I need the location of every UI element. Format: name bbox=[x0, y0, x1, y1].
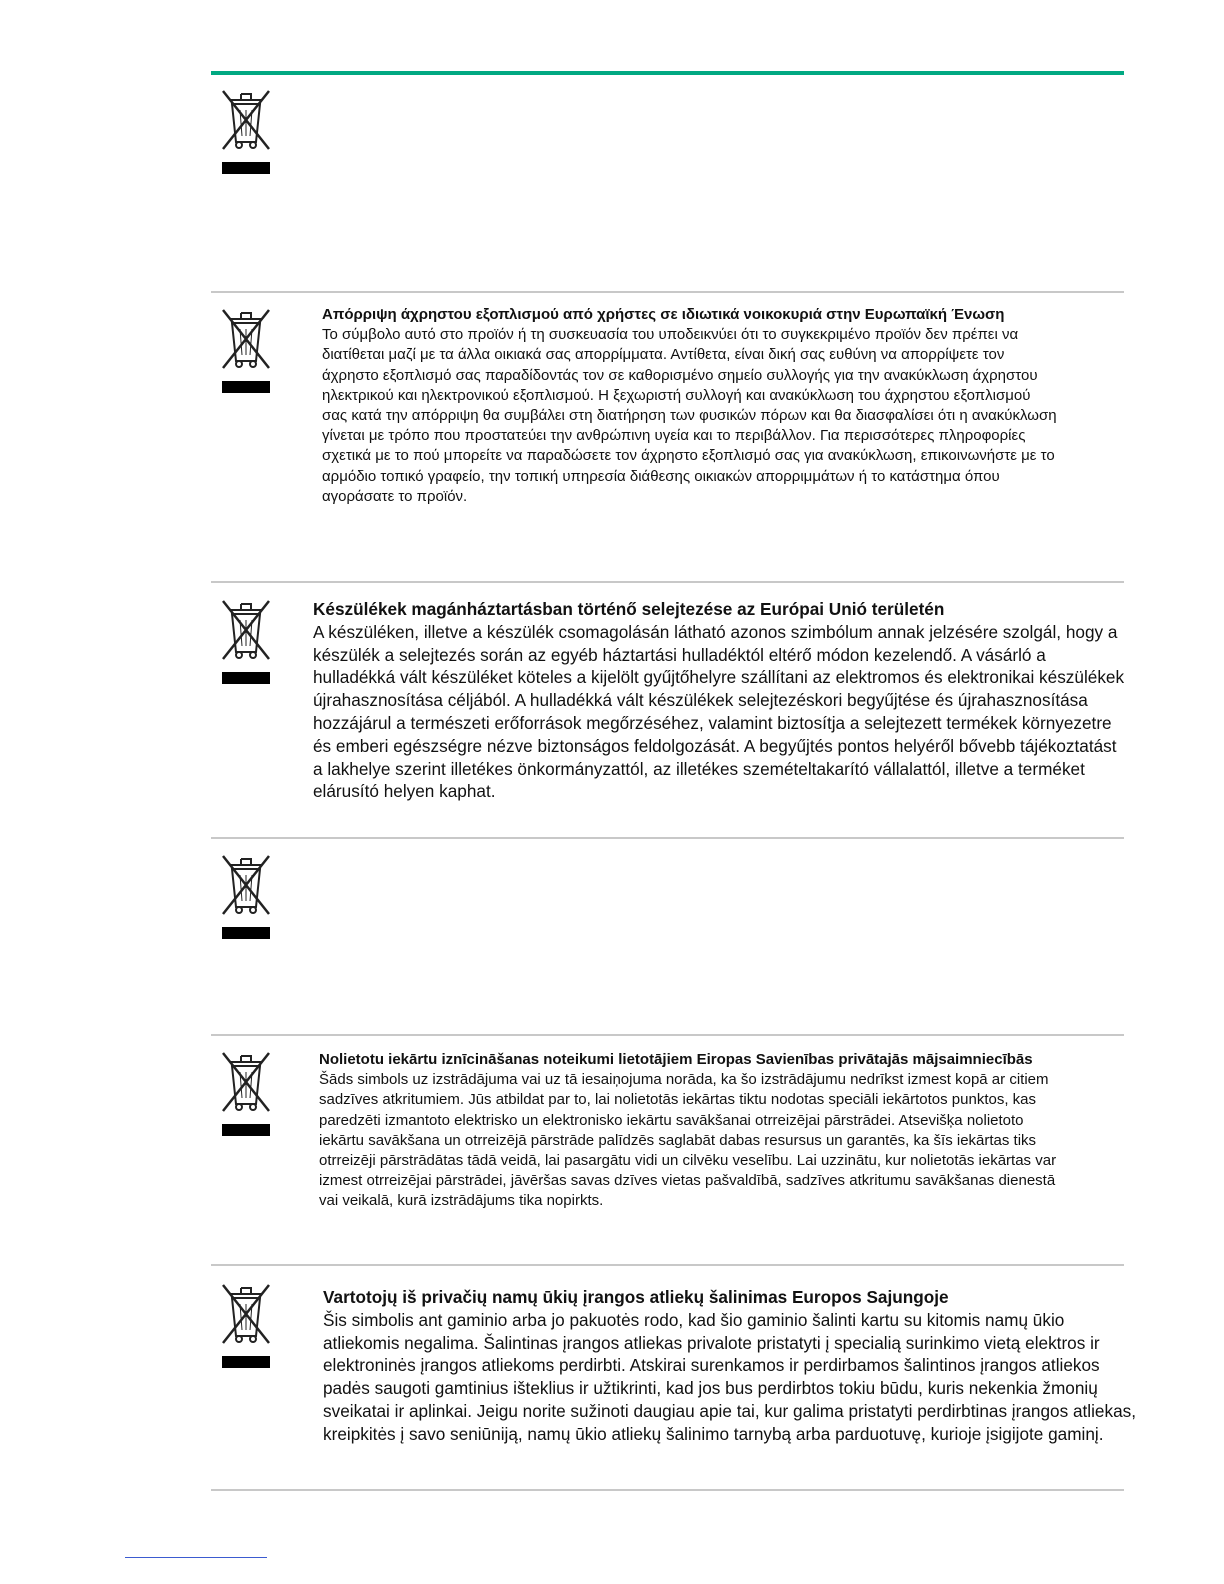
section-body: Šāds simbols uz izstrādājuma vai uz tā iesaiņojuma norāda, ka šo izstrādājumu nedrīkst izmest kopā ar citiem sadzīves atkritumiem. Jūs atbildat par to, lai nolietotās iekārtas tiktu nodotas speciāli iekārtotos punktos, kas paredzēti izmantoto elektrisko un elektronisko iekārtu savākšanai otrreizējai pārstrādei. Atsevišķa nolietoto iekārtu savākšana un otrreizējā pārstrāde palīdzēs saglabāt dabas resursus un garantēs, ka šīs iekārtas tiks otrreizēji pārstrādātas tādā veidā, lai pasargātu vidi un cilvēku veselību. Lai uzzinātu, kur nolietotās iekārtas var izmest otrreizējai pārstrādei, jāvēršas savas dzīves vietas pašvaldībā, sadzīves atkritumu savākšanas dienestā vai veikalā, kurā izstrādājums tika nopirkts. bbox=[319, 1071, 1057, 1210]
crossed-bin-icon bbox=[220, 853, 272, 917]
crossed-bin-icon bbox=[220, 88, 272, 152]
section-body: Το σύμβολο αυτό στο προϊόν ή τη συσκευασία του υποδεικνύει ότι το συγκεκριμένο προϊόν δεν πρέπει να διατίθεται μαζί με τα άλλα οικιακά σας απορρίμματα. Αντίθετα, είναι δική σας ευθύνη να απορρίψετε τον άχρηστο εξοπλισμό σας παραδίδοντάς τον σε καθορισμένο σημείο συλλογής για την ανακύκλωση άχρηστου ηλεκτρικού και ηλεκτρονικού εξοπλισμού. Η ξεχωριστή συλλογή και ανακύκλωση του άχρηστου εξοπλισμού σας κατά την απόρριψη θα συμβάλει στη διατήρηση των φυσικών πόρων και θα διασφαλίσει ότι η ανακύκλωση γίνεται με τρόπο που προστατεύει την ανθρώπινη υγεία και το περιβάλλον. Για περισσότερες πληροφορίες σχετικά με το πού μπορείτε να παραδώσετε τον άχρηστο εξοπλισμό σας για ανακύκλωση, επικοινωνήστε με το αρμόδιο τοπικό γραφείο, την τοπική υπηρεσία διάθεσης οικιακών απορριμμάτων ή το κατάστημα όπου αγοράσατε το προϊόν. bbox=[322, 326, 1057, 505]
disposal-notice-el bbox=[322, 305, 1057, 507]
weee-symbol bbox=[220, 1282, 272, 1368]
footer-link-underline[interactable] bbox=[125, 1557, 267, 1558]
section-heading: Készülékek magánháztartásban történő selejtezése az Európai Unió területén bbox=[313, 599, 945, 619]
crossed-bin-icon bbox=[220, 1282, 272, 1346]
weee-symbol bbox=[220, 598, 272, 684]
section-divider bbox=[211, 837, 1124, 839]
section-body: Šis simbolis ant gaminio arba jo pakuotės rodo, kad šio gaminio šalinti kartu su kitomis namų ūkio atliekomis negalima. Šalintinas įrangos atliekas privalote pristatyti į specialią surinkimo vietą elektros ir elektroninės įrangos atliekoms perdirbti. Atskirai surenkamos ir perdirbamos šalintinos įrangos atliekos padės saugoti gamtinius išteklius ir užtikrinti, kad jos bus perdirbtos tokiu būdu, kuris nekenkia žmonių sveikatai ir aplinkai. Jeigu norite sužinoti daugiau apie tai, kur galima pristatyti perdirbtinas įrangos atliekas, kreipkitės į savo seniūniją, namų ūkio atliekų šalinimo tarnybą arba parduotuvę, kurioje įsigijote gaminį. bbox=[323, 1309, 1137, 1444]
disposal-notice-lv bbox=[319, 1050, 1059, 1212]
disposal-notice-hu bbox=[313, 598, 1125, 803]
section-divider bbox=[211, 1034, 1124, 1036]
section-divider bbox=[211, 1489, 1124, 1491]
section-heading: Vartotojų iš privačių namų ūkių įrangos atliekų šalinimas Europos Sajungoje bbox=[323, 1287, 949, 1307]
disposal-notice-lt bbox=[323, 1286, 1143, 1446]
crossed-bin-icon bbox=[220, 598, 272, 662]
section-divider bbox=[211, 1264, 1124, 1266]
section-heading: Nolietotu iekārtu iznīcināšanas noteikumi lietotājiem Eiropas Savienības privātajās mājsaimniecībās bbox=[319, 1051, 1033, 1068]
section-divider bbox=[211, 291, 1124, 293]
section-divider bbox=[211, 581, 1124, 583]
header-rule bbox=[211, 71, 1124, 75]
section-heading: Απόρριψη άχρηστου εξοπλισμού από χρήστες σε ιδιωτικά νοικοκυριά στην Ευρωπαϊκή Ένωση bbox=[322, 306, 1005, 323]
weee-symbol bbox=[220, 853, 272, 939]
crossed-bin-icon bbox=[220, 1050, 272, 1114]
section-body: A készüléken, illetve a készülék csomagolásán látható azonos szimbólum annak jelzésére szolgál, hogy a készülék a selejtezés során az egyéb háztartási hulladéktól eltérő módon kezelendő. A vásárló a hulladékká vált készüléket köteles a kijelölt gyűjtőhelyre szállítani az elektromos és elektronikai készülékek újrahasznosítása céljából. A hulladékká vált készülékek selejtezéskori begyűjtése és újrahasznosítása hozzájárul a természeti erőforrások megőrzéséhez, valamint biztosítja a selejtezett termékek környezetre és emberi egészségre nézve biztonságos feldolgozását. A begyűjtés pontos helyéről bővebb tájékoztatást a lakhelye szerint illetékes önkormányzattól, az illetékes szemételtakarító vállalattól, illetve a terméket elárusító helyen kaphat. bbox=[313, 621, 1125, 802]
weee-symbol bbox=[220, 1050, 272, 1136]
weee-symbol bbox=[220, 88, 272, 174]
weee-symbol bbox=[220, 307, 272, 393]
crossed-bin-icon bbox=[220, 307, 272, 371]
